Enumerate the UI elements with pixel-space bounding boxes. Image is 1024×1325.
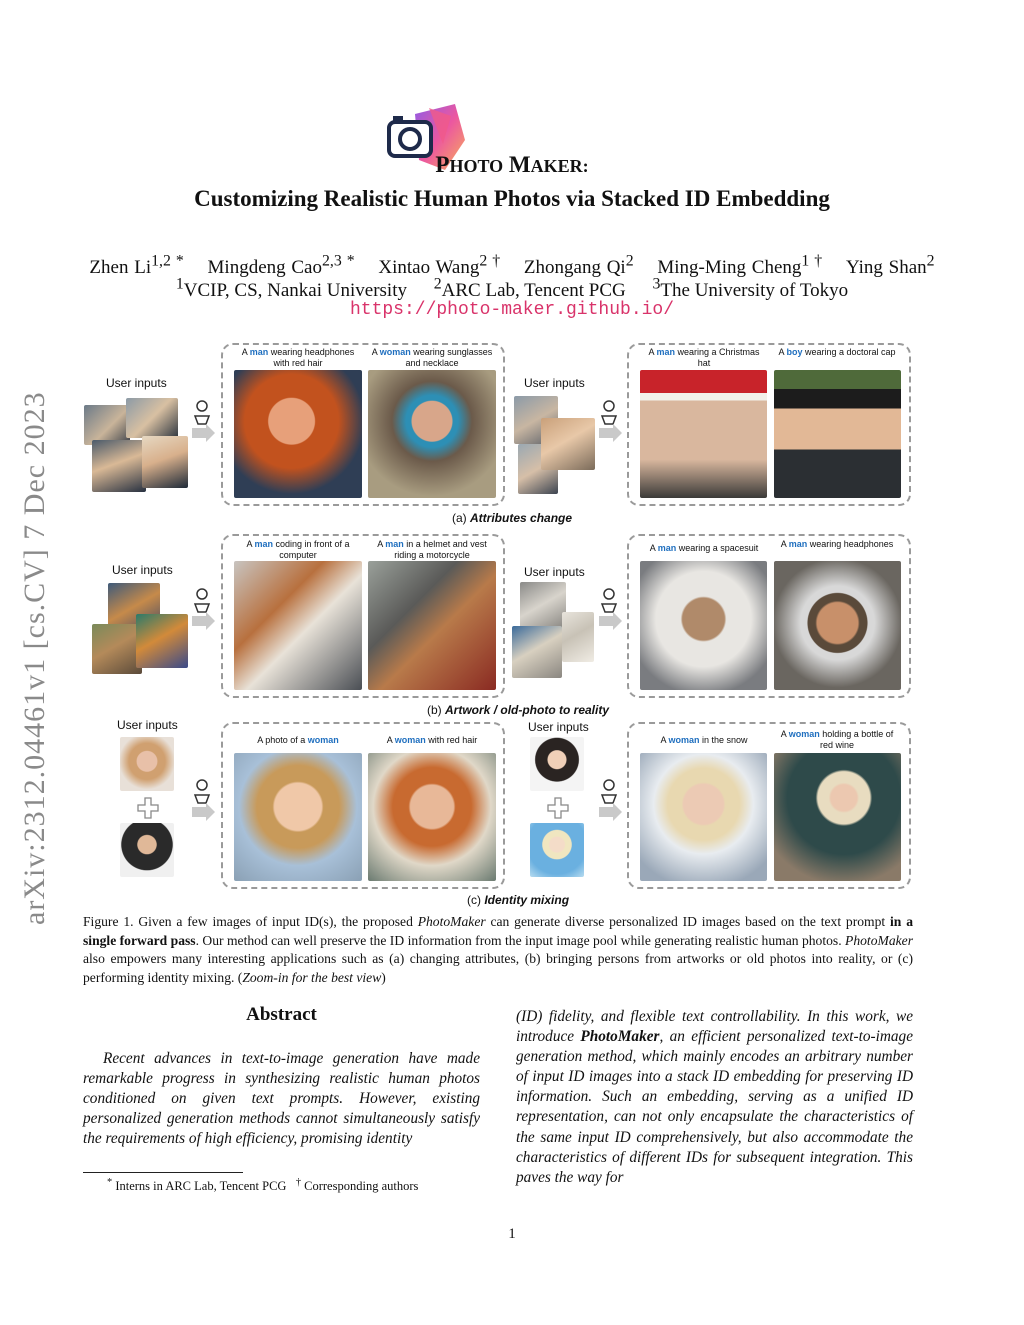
user-inputs-label: User inputs xyxy=(117,718,178,732)
abstract-heading: Abstract xyxy=(246,1004,317,1025)
input-photo xyxy=(136,614,188,668)
input-photo xyxy=(562,612,594,662)
subcaption-c: (c) Identity mixing xyxy=(467,893,570,907)
input-photo xyxy=(84,405,130,445)
photomaker-arrow-icon xyxy=(190,398,216,444)
generated-photo xyxy=(640,753,767,881)
generated-photo xyxy=(368,561,496,690)
generated-photo xyxy=(368,370,496,498)
subcaption-b: (b) Artwork / old-photo to reality xyxy=(427,703,610,717)
prompt-caption: A woman in the snow xyxy=(660,735,748,745)
input-photo xyxy=(142,436,188,488)
affiliation: $^3$The University of Tokyo xyxy=(652,276,849,302)
prompt-caption: A man in a helmet and vest riding a motorcycle xyxy=(377,539,487,560)
abstract-text-left: Recent advances in text-to-image generation have made remarkable progress in synthesizing realistic human photos conditioned on given text prompts. However, existing personalized generation methods cannot simultaneously satisfy the requirements of high efficiency, promising identity xyxy=(83,1050,480,1148)
input-photo xyxy=(541,418,595,470)
prompt-caption: A boy wearing a doctoral cap xyxy=(778,347,896,357)
generated-photo xyxy=(640,370,767,498)
generated-photo xyxy=(640,561,767,690)
affiliation: $^1$VCIP, CS, Nankai University xyxy=(175,276,407,302)
photomaker-arrow-icon xyxy=(190,777,216,823)
generated-photo xyxy=(234,753,362,881)
input-photo xyxy=(92,624,142,674)
paper-subtitle: Customizing Realistic Human Photos via Stacked ID Embedding xyxy=(194,186,830,211)
project-url-link[interactable]: https://photo-maker.github.io/ xyxy=(349,300,675,320)
photomaker-arrow-icon xyxy=(190,586,216,632)
author: Zhen $Li^{1,2 *}$ xyxy=(89,253,184,279)
prompt-caption: A woman holding a bottle of red wine xyxy=(780,729,894,750)
plus-icon xyxy=(547,797,569,819)
prompt-caption: A woman wearing sunglasses and necklace xyxy=(371,347,493,368)
photomaker-arrow-icon xyxy=(597,586,623,632)
footnote: * Interns in ARC Lab, Tencent PCG † Corresponding authors xyxy=(107,1177,419,1194)
generated-photo xyxy=(234,561,362,690)
figure-caption: Figure 1. Given a few images of input ID(s), the proposed PhotoMaker can generate diverse personalized ID images based on the text prompt in a single forward pass. Our method can well preserve the ID information from the input image pool while generating realistic human photos. PhotoMaker also empowers many interesting applications such as (a) changing attributes, (b) bringing persons from artworks or old photos into reality, or (c) performing identity mixing. (Zoom-in for the best view) xyxy=(83,914,913,985)
page-number: 1 xyxy=(508,1226,516,1242)
user-inputs-label: User inputs xyxy=(524,376,585,390)
author: Zhongang Qi$^2$ xyxy=(523,253,634,279)
author: Mingdeng Cao$^{2,3 *}$ xyxy=(207,253,355,279)
input-photo xyxy=(126,398,178,438)
user-inputs-label: User inputs xyxy=(106,376,167,390)
generated-photo xyxy=(368,753,496,881)
prompt-caption: A man wearing headphones xyxy=(780,539,894,549)
photomaker-arrow-icon xyxy=(597,398,623,444)
input-photo xyxy=(530,737,584,791)
footnote-divider xyxy=(83,1172,243,1173)
photomaker-arrow-icon xyxy=(597,777,623,823)
paper-title: PHOTO MAKER: xyxy=(435,152,589,177)
generated-photo xyxy=(774,753,901,881)
input-photo xyxy=(512,626,562,678)
arxiv-stamp: arXiv:2312.04461v1 [cs.CV] 7 Dec 2023 xyxy=(18,391,51,925)
abstract-text-right: (ID) fidelity, and flexible text controllability. In this work, we introduce PhotoMaker, an efficient personalized text-to-image generation method, which mainly encodes an arbitrary number of input ID images into a stack ID embedding for preserving ID information. Such an embedding, serving as a unified ID representation, can not only encapsulate the characteristics of the same input ID comprehensively, but also accommodate the characteristics of different IDs for subsequent integration. This paves the way for xyxy=(516,1008,913,1186)
user-inputs-label: User inputs xyxy=(524,565,585,579)
input-photo xyxy=(530,823,584,877)
affiliation-list xyxy=(0,276,1024,302)
prompt-caption: A man wearing headphones with red hair xyxy=(241,347,355,368)
affiliation: $^2$ARC Lab, Tencent PCG xyxy=(433,276,626,302)
prompt-caption: A man coding in front of a computer xyxy=(246,539,350,560)
generated-photo xyxy=(234,370,362,498)
prompt-caption: A man wearing a spacesuit xyxy=(649,543,759,553)
plus-icon xyxy=(137,797,159,819)
user-inputs-label: User inputs xyxy=(112,563,173,577)
input-photo xyxy=(120,737,174,791)
author: Ming-Ming Cheng$^{1 \dagger}$ xyxy=(657,253,823,279)
user-inputs-label: User inputs xyxy=(528,720,589,734)
input-photo xyxy=(92,440,146,492)
input-photo xyxy=(120,823,174,877)
subcaption-a: (a) Attributes change xyxy=(452,511,573,525)
author: Xintao Wang$^{2 \dagger}$ xyxy=(378,253,501,279)
prompt-caption: A photo of a woman xyxy=(257,735,339,745)
generated-photo xyxy=(774,370,901,498)
prompt-caption: A man wearing a Christmas hat xyxy=(648,347,760,368)
author: Ying Shan$^2$ xyxy=(845,253,935,279)
prompt-caption: A woman with red hair xyxy=(386,735,478,745)
generated-photo xyxy=(774,561,901,690)
